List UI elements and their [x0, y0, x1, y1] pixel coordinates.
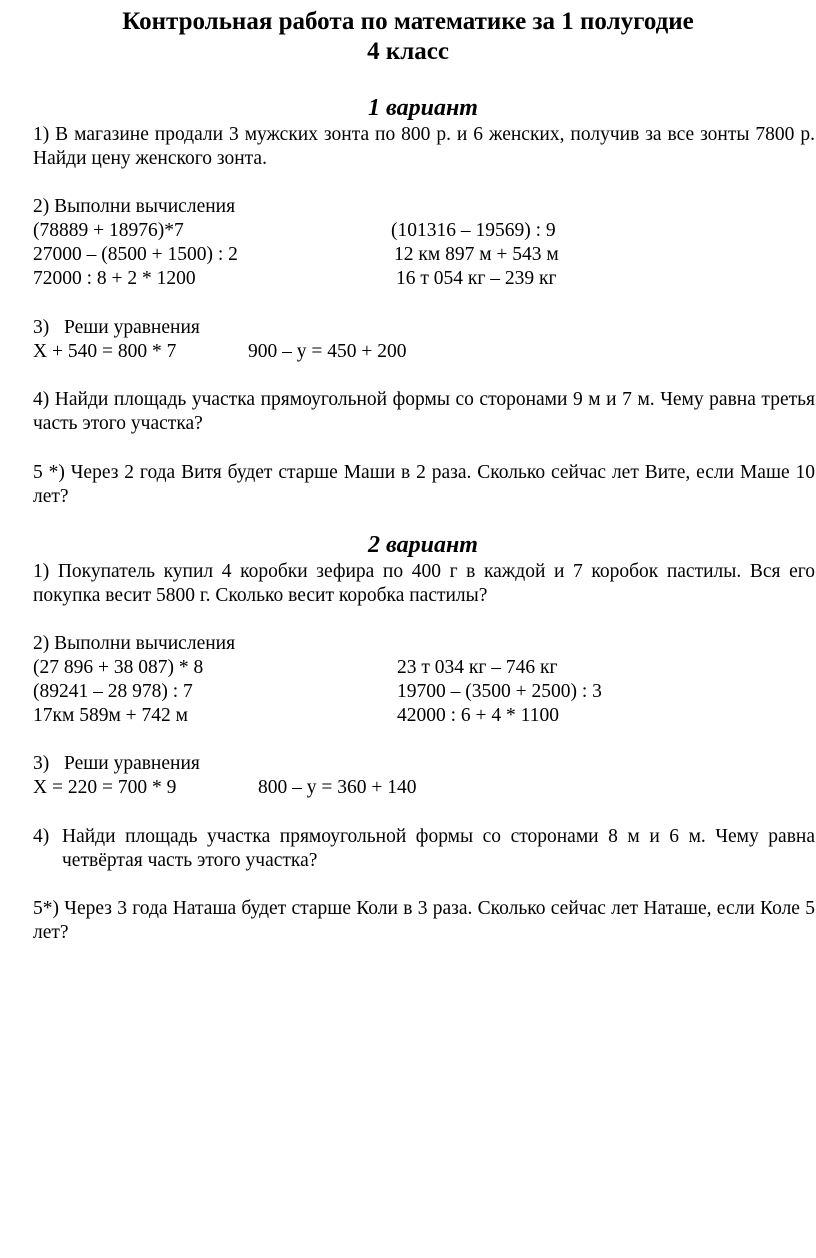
v1-equation-left: Х + 540 = 800 * 7	[33, 341, 177, 362]
v2-task-2-title: 2) Выполни вычисления	[33, 633, 236, 654]
v1-equation-right: 900 – у = 450 + 200	[248, 341, 407, 362]
v2-calc-left-2: (89241 – 28 978) : 7	[33, 681, 193, 702]
v2-task-5: 5*) Через 3 года Наташа будет старше Коли в 3 раза. Сколько сейчас лет Наташе, если Коле 5 лет?	[33, 898, 815, 943]
variant-2-heading: 2 вариант	[368, 532, 478, 558]
document-title: Контрольная работа по математике за 1 полугодие	[122, 8, 694, 35]
v2-equation-right: 800 – у = 360 + 140	[258, 777, 417, 798]
v1-calc-left-3: 72000 : 8 + 2 * 1200	[33, 268, 196, 289]
v1-task-5: 5 *) Через 2 года Витя будет старше Маши в 2 раза. Сколько сейчас лет Вите, если Маше 10 лет?	[33, 462, 815, 507]
document-subtitle-grade: 4 класс	[367, 38, 449, 65]
v2-calc-left-1: (27 896 + 38 087) * 8	[33, 657, 204, 678]
v1-calc-left-1: (78889 + 18976)*7	[33, 220, 184, 241]
v2-task-3-number: 3)	[33, 753, 50, 774]
v1-task-1: 1) В магазине продали 3 мужских зонта по 800 р. и 6 женских, получив за все зонты 7800 р. Найди цену женского зонта.	[33, 124, 815, 169]
v1-task-4: 4) Найди площадь участка прямоугольной формы со сторонами 9 м и 7 м. Чему равна третья часть этого участка?	[33, 389, 815, 434]
v2-task-4: Найди площадь участка прямоугольной формы со сторонами 8 м и 6 м. Чему равна четвёртая часть этого участка?	[62, 826, 815, 871]
v1-calc-right-2: 12 км 897 м + 543 м	[394, 244, 559, 265]
v2-task-1: 1) Покупатель купил 4 коробки зефира по 400 г в каждой и 7 коробок пастилы. Вся его покупка весит 5800 г. Сколько весит коробка пастилы?	[33, 561, 815, 606]
v1-task-2-title: 2) Выполни вычисления	[33, 196, 236, 217]
v2-calc-right-2: 19700 – (3500 + 2500) : 3	[397, 681, 602, 702]
v2-equation-left: Х = 220 = 700 * 9	[33, 777, 177, 798]
v1-task-3-number: 3)	[33, 317, 50, 338]
v1-calc-left-2: 27000 – (8500 + 1500) : 2	[33, 244, 238, 265]
variant-1-heading: 1 вариант	[368, 95, 478, 121]
v1-calc-right-1: (101316 – 19569) : 9	[391, 220, 556, 241]
v1-calc-right-3: 16 т 054 кг – 239 кг	[396, 268, 557, 289]
v2-task-4-number: 4)	[33, 826, 50, 847]
v1-task-3-title: Реши уравнения	[64, 317, 200, 338]
v2-calc-right-3: 42000 : 6 + 4 * 1100	[397, 705, 559, 726]
v2-task-3-title: Реши уравнения	[64, 753, 200, 774]
v2-calc-right-1: 23 т 034 кг – 746 кг	[397, 657, 558, 678]
v2-calc-left-3: 17км 589м + 742 м	[33, 705, 188, 726]
